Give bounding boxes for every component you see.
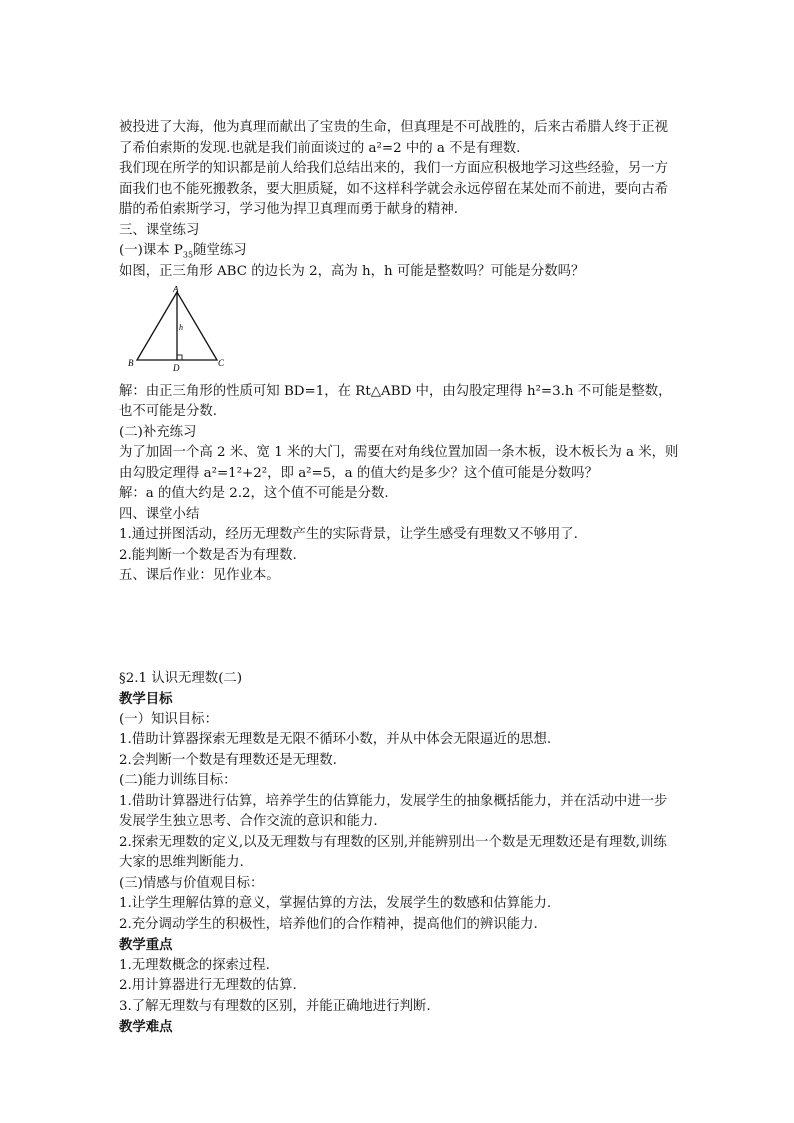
emotion-goal-1: 1.让学生理解估算的意义，掌握估算的方法，发展学生的数感和估算能力. [119, 896, 552, 911]
emotion-goal-2: 2.充分调动学生的积极性，培养他们的合作精神，提高他们的辨识能力. [119, 916, 538, 932]
answer-triangle: 解：由正三角形的性质可知 BD=1，在 Rt△ABD 中，由勾股定理得 h²=3.h 不可能是整数，也不可能是分数. [119, 383, 672, 419]
section-heading-practice: 三、课堂练习 [119, 222, 200, 238]
ability-goal-1: 1.借助计算器进行估算，培养学生的估算能力，发展学生的抽象概括能力，并在活动中进一步发展学生独立思考、合作交流的意识和能力. [119, 793, 668, 829]
key-point-2: 2.用计算器进行无理数的估算. [119, 978, 297, 993]
knowledge-goal-1: 1.借助计算器探索无理数是无限不循环小数，并从中体会无限逼近的思想. [119, 732, 552, 747]
lesson-title: §2.1 认识无理数(二) [119, 670, 243, 686]
subheading-supplementary: (二)补充练习 [119, 424, 197, 440]
section-heading-homework: 五、课后作业：见作业本。 [119, 568, 280, 583]
key-point-1: 1.无理数概念的探索过程. [119, 957, 270, 973]
subheading-suffix: 随堂练习 [193, 243, 247, 258]
knowledge-goals-heading: (一）知识目标： [119, 711, 218, 727]
key-points-heading: 教学重点 [119, 937, 173, 953]
subheading-prefix: (一)课本 P [119, 243, 183, 258]
paragraph-lesson: 我们现在所学的知识都是前人给我们总结出来的，我们一方面应积极地学习这些经验，另一方面我们也不能死搬教条，要大胆质疑，如不这样科学就会永远停留在某处而不前进，要向古希腊的希伯索斯学习，学习他为捍卫真理而勇于献身的精神. [119, 161, 669, 217]
right-angle-mark [177, 355, 182, 360]
triangle-diagram [125, 286, 225, 372]
document-page [119, 118, 679, 1038]
vertex-a-label: A [173, 286, 179, 294]
key-point-3: 3.了解无理数与有理数的区别，并能正确地进行判断. [119, 998, 431, 1014]
summary-item-1: 1.通过拼图活动，经历无理数产生的实际背景，让学生感受有理数又不够用了. [119, 527, 578, 542]
summary-item-2: 2.能判断一个数是否为有理数. [119, 547, 297, 563]
exercise-door: 为了加固一个高 2 米、宽 1 米的大门，需要在对角线位置加固一条木板，设木板长为 a 米，则由勾股定理得 a²=1²+2²，即 a²=5，a 的值大约是多少？这个值可能是分数吗？ [119, 445, 679, 481]
ability-goal-2: 2.探索无理数的定义,以及无理数与有理数的区别,并能辨别出一个数是无理数还是有理数,训练大家的思维判断能力. [119, 834, 667, 870]
section-gap [119, 587, 679, 669]
paragraph-history: 被投进了大海，他为真理而献出了宝贵的生命，但真理是不可战胜的，后来古希腊人终于正视了希伯索斯的发现.也就是我们前面谈过的 a²=2 中的 a 不是有理数. [119, 120, 669, 156]
foot-d-label: D [173, 363, 180, 372]
vertex-b-label: B [128, 358, 134, 368]
ability-goals-heading: (二)能力训练目标： [119, 773, 237, 788]
knowledge-goal-2: 2.会判断一个数是有理数还是无理数. [119, 752, 337, 768]
answer-door: 解：a 的值大约是 2.2，这个值不可能是分数. [119, 486, 389, 501]
height-h-label: h [179, 323, 183, 332]
vertex-c-label: C [218, 358, 225, 368]
section-heading-summary: 四、课堂小结 [119, 506, 200, 522]
goals-heading: 教学目标 [119, 691, 173, 707]
triangle-question: 如图，正三角形 ABC 的边长为 2，高为 h，h 可能是整数吗？可能是分数吗？ [119, 263, 585, 279]
page-subscript: 35 [182, 250, 194, 260]
subheading-textbook-practice [119, 241, 679, 262]
emotion-goals-heading: (三)情感与价值观目标： [119, 875, 264, 891]
difficulty-heading: 教学难点 [119, 1019, 173, 1035]
